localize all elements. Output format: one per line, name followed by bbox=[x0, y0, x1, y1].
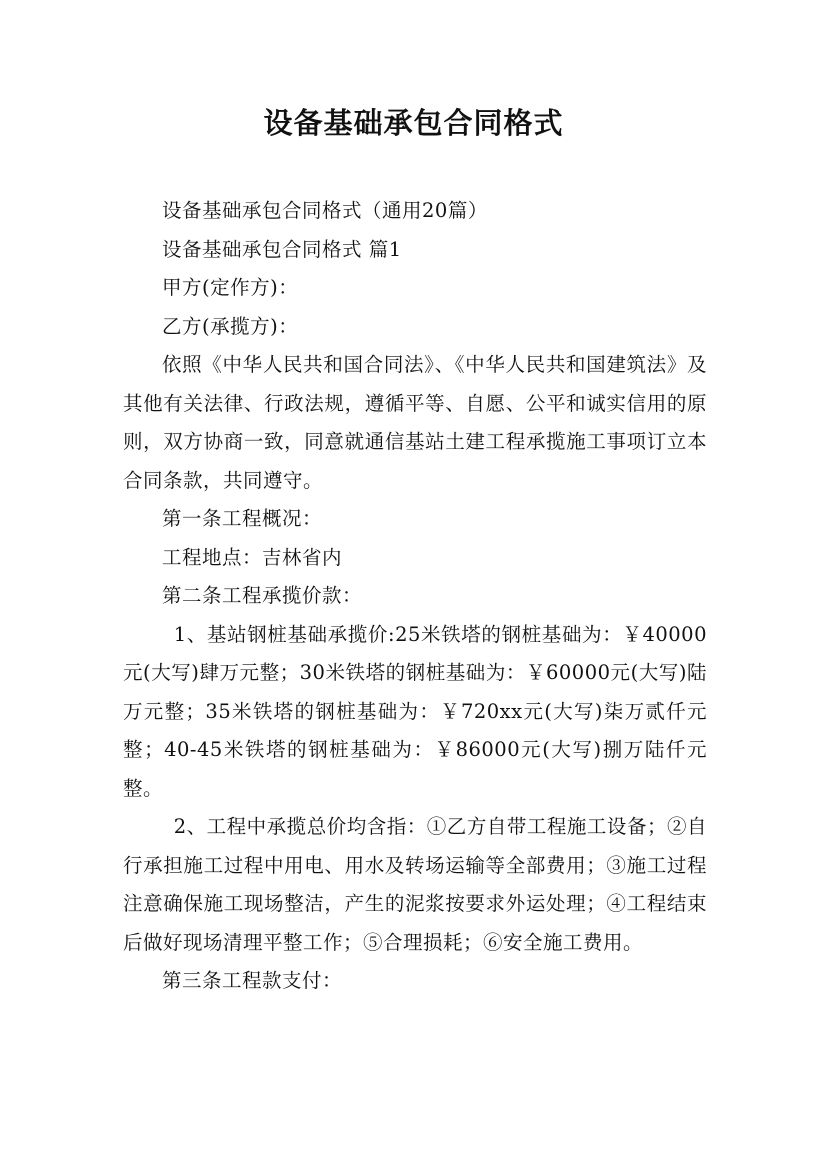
paragraph-party-b: 乙方(承揽方)： bbox=[162, 314, 299, 338]
document-title: 设备基础承包合同格式 bbox=[263, 106, 564, 140]
paragraph-section-heading: 设备基础承包合同格式 篇1 bbox=[162, 237, 402, 261]
paragraph-article-2-heading: 第二条工程承揽价款： bbox=[162, 584, 363, 607]
paragraph-subtitle: 设备基础承包合同格式（通用20篇） bbox=[162, 199, 488, 222]
paragraph-article-1-heading: 第一条工程概况： bbox=[162, 507, 323, 530]
paragraph-preamble: 依照《中华人民共和国合同法》、《中华人民共和国建筑法》及其他有关法律、行政法规，遵循平等、自愿、公平和诚实信用的原则，双方协商一致，同意就通信基站土建工程承揽施工事项订立本合同条款，共同遵守。 bbox=[123, 353, 707, 492]
paragraph-price-includes: 2、工程中承揽总价均含指：①乙方自带工程施工设备；②自行承担施工过程中用电、用水及转场运输等全部费用；③施工过程注意确保施工现场整洁，产生的泥浆按要求外运处理；④工程结束后做好现场清理平整工作；⑤合理损耗；⑥安全施工费用。 bbox=[123, 815, 707, 954]
paragraph-project-location: 工程地点：吉林省内 bbox=[162, 545, 343, 569]
paragraph-pricing: 1、基站钢桩基础承揽价:25米铁塔的钢桩基础为：￥40000元(大写)肆万元整；30米铁塔的钢桩基础为：￥60000元(大写)陆万元整；35米铁塔的钢桩基础为：￥720xx元(大写)柒万贰仟元整；40-45米铁塔的钢桩基础为：￥86000元(大写)捌万陆仟元整。 bbox=[123, 622, 707, 800]
document-body bbox=[123, 192, 707, 1001]
paragraph-article-3-heading: 第三条工程款支付： bbox=[162, 969, 343, 992]
paragraph-party-a: 甲方(定作方)： bbox=[162, 276, 299, 299]
